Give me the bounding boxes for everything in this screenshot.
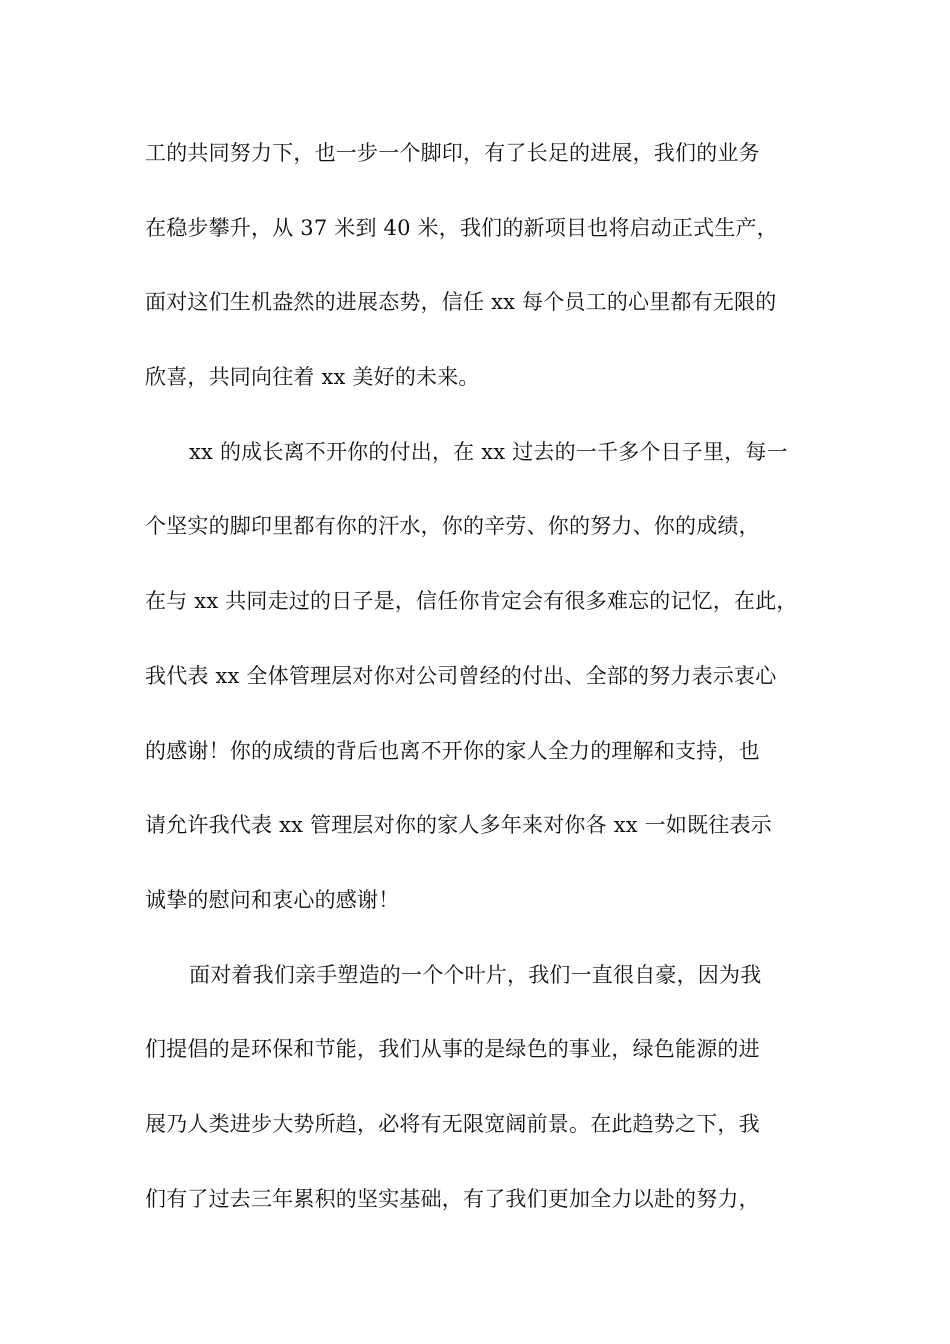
- text-line-1: 工的共同努力下，也一步一个脚印，有了长足的进展，我们的业务: [145, 141, 760, 165]
- text-line-14: 展乃人类进步大势所趋，必将有无限宽阔前景。在此趋势之下，我: [145, 1111, 760, 1136]
- document-body: [145, 131, 810, 1251]
- text-line-9: 的感谢！你的成绩的背后也离不开你的家人全力的理解和支持，也: [145, 738, 760, 763]
- text-line-11: 诚挚的慰问和衷心的感谢！: [145, 887, 400, 912]
- text-line-15: 们有了过去三年累积的坚实基础，有了我们更加全力以赴的努力，: [145, 1186, 760, 1211]
- text-line-4: 欣喜，共同向往着 xx 美好的未来。: [145, 365, 480, 390]
- text-line-12: 面对着我们亲手塑造的一个个叶片，我们一直很自豪，因为我: [189, 962, 762, 987]
- text-line-2: 在稳步攀升，从 37 米到 40 米，我们的新项目也将启动正式生产，: [145, 215, 778, 240]
- text-line-7: 在与 xx 共同走过的日子是，信任你肯定会有很多难忘的记忆，在此，: [145, 589, 798, 614]
- text-line-3: 面对这们生机盎然的进展态势，信任 xx 每个员工的心里都有无限的: [145, 290, 777, 315]
- text-line-10: 请允许我代表 xx 管理层对你的家人多年来对你各 xx 一如既往表示: [145, 813, 772, 838]
- text-line-13: 们提倡的是环保和节能，我们从事的是绿色的事业，绿色能源的进: [145, 1037, 760, 1062]
- text-line-8: 我代表 xx 全体管理层对你对公司曾经的付出、全部的努力表示衷心: [145, 663, 777, 688]
- text-line-6: 个坚实的脚印里都有你的汗水，你的辛劳、你的努力、你的成绩，: [145, 514, 760, 539]
- text-line-5: xx 的成长离不开你的付出，在 xx 过去的一千多个日子里，每一: [189, 439, 788, 464]
